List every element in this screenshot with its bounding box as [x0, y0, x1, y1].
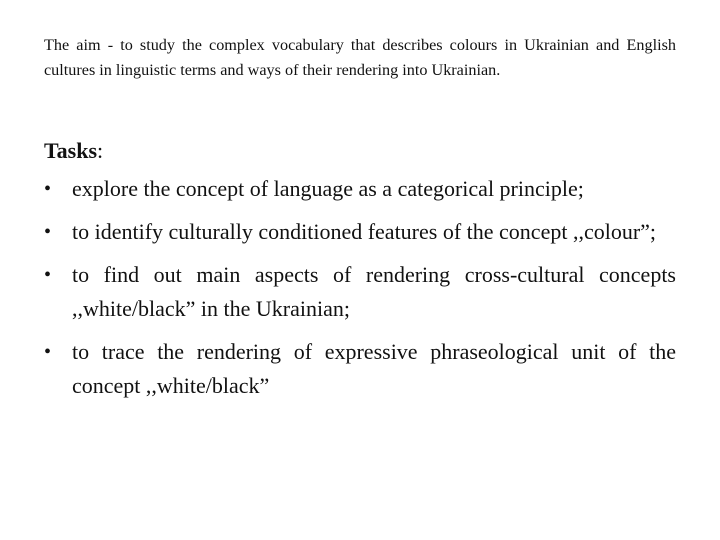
list-item — [44, 215, 676, 249]
bullet-icon: • — [44, 341, 52, 363]
list-item — [44, 258, 676, 326]
list-item — [44, 172, 676, 206]
tasks-heading-label: Tasks — [44, 138, 98, 163]
task-text: to identify culturally conditioned features of the concept ,,colour”; — [72, 219, 657, 244]
task-list — [44, 172, 676, 412]
task-text: to find out main aspects of rendering cross-cultural concepts ,,white/black” in the Ukrainian; — [72, 262, 676, 321]
aim-paragraph: The aim - to study the complex vocabulary that describes colours in Ukrainian and English cultures in linguistic terms and ways of their rendering into Ukrainian. — [44, 36, 676, 79]
list-item — [44, 335, 676, 403]
task-text: explore the concept of language as a categorical principle; — [72, 176, 584, 201]
tasks-heading-colon: : — [97, 138, 104, 163]
bullet-icon: • — [44, 221, 52, 243]
task-text: to trace the rendering of expressive phraseological unit of the concept ,,white/black” — [72, 339, 676, 398]
bullet-icon: • — [44, 178, 52, 200]
bullet-icon: • — [44, 264, 52, 286]
tasks-heading — [44, 136, 103, 166]
